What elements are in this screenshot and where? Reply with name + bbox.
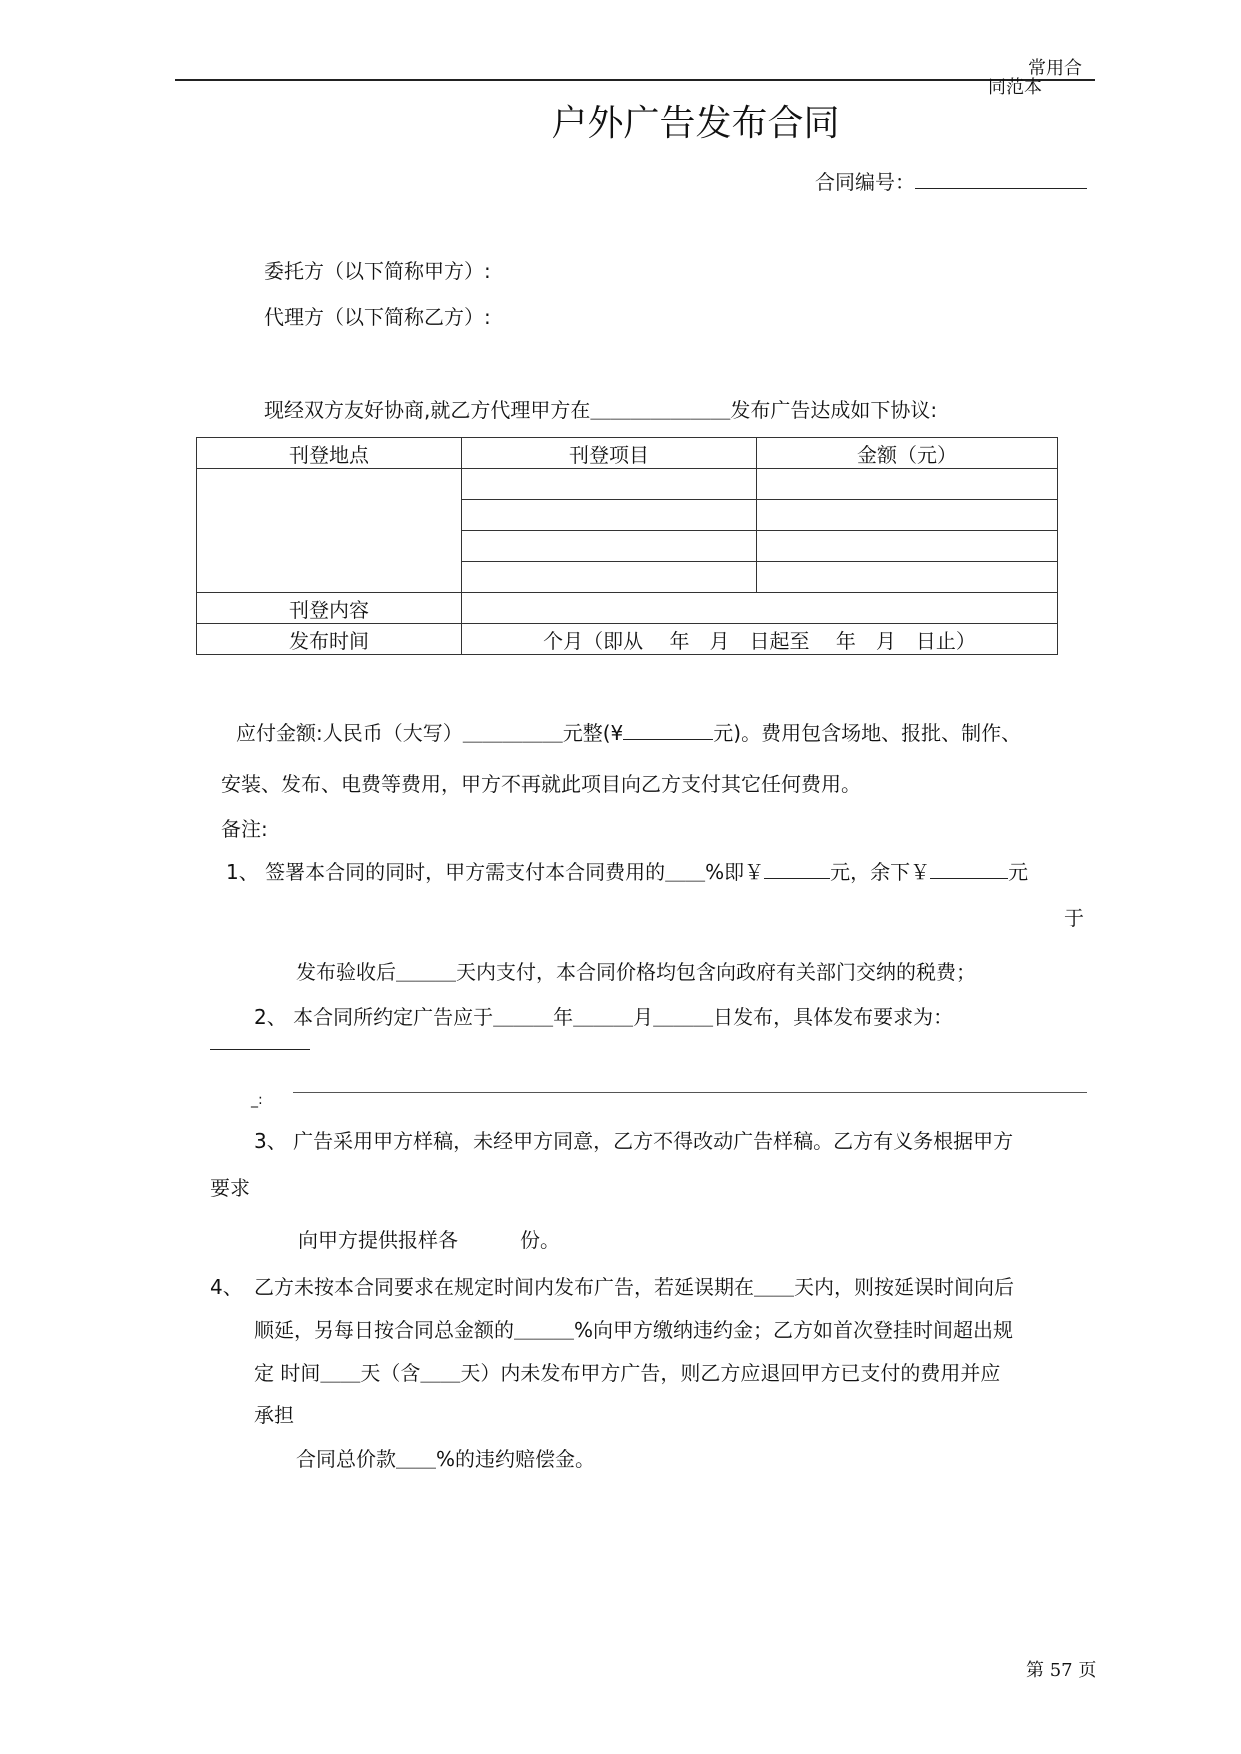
amount-cell bbox=[757, 531, 1058, 562]
content-label: 刊登内容 bbox=[197, 593, 462, 624]
clause-2-blank bbox=[210, 1049, 310, 1050]
col-header-item: 刊登项目 bbox=[462, 438, 757, 469]
page-number: 第 57 页 bbox=[1026, 1660, 1097, 1681]
clause-3-line2: 要求 bbox=[210, 1176, 250, 1200]
clause-3-text-c2: 份。 bbox=[520, 1228, 560, 1252]
clause-1-text-a: 1、 签署本合同的同时，甲方需支付本合同费用的＿＿%即￥ bbox=[226, 860, 765, 884]
clause-1-text-b: 元，余下￥ bbox=[830, 860, 931, 884]
party-agent: 代理方（以下简称乙方）: bbox=[264, 305, 491, 329]
col-header-location: 刊登地点 bbox=[197, 438, 462, 469]
item-cell bbox=[462, 562, 757, 593]
item-cell bbox=[462, 469, 757, 500]
clause-1 bbox=[226, 860, 1028, 884]
document-title: 户外广告发布合同 bbox=[551, 103, 840, 144]
clause-1-text-c: 元 bbox=[1008, 860, 1029, 884]
time-value: 个月（即从 年 月 日起至 年 月 日止） bbox=[462, 624, 1058, 655]
clause-4-line2: 顺延，另每日按合同总金额的＿＿＿%向甲方缴纳违约金；乙方如首次登挂时间超出规 bbox=[254, 1318, 1014, 1342]
party-client: 委托方（以下简称甲方）: bbox=[264, 259, 491, 283]
clause-4-number: 4、 bbox=[210, 1275, 243, 1299]
header-tag-line2: 同范本 bbox=[988, 77, 1042, 98]
header-rule bbox=[175, 79, 1095, 81]
clause-2-mark: _: bbox=[251, 1092, 263, 1108]
content-cell bbox=[462, 593, 1058, 624]
contract-number-label: 合同编号： bbox=[815, 170, 915, 194]
clause-1-blank-1 bbox=[764, 860, 830, 879]
clause-2: 2、 本合同所约定广告应于＿＿＿年＿＿＿月＿＿＿日发布，具体发布要求为： bbox=[254, 1005, 954, 1029]
clause-1-text-e: 发布验收后＿＿＿天内支付，本合同价格均包含向政府有关部门交纳的税费； bbox=[296, 960, 976, 984]
clause-3-text-c1: 向甲方提供报样各 bbox=[298, 1228, 458, 1252]
clause-4-line3: 定 时间＿＿天（含＿＿天）内未发布甲方广告，则乙方应退回甲方已支付的费用并应 bbox=[254, 1361, 1001, 1385]
col-header-amount: 金额（元） bbox=[757, 438, 1058, 469]
clause-2-requirement-line bbox=[293, 1092, 1087, 1093]
clause-4-line5: 合同总价款＿＿%的违约赔偿金。 bbox=[296, 1447, 596, 1471]
clause-4-line1: 乙方未按本合同要求在规定时间内发布广告，若延误期在＿＿天内，则按延误时间向后 bbox=[254, 1275, 1014, 1299]
amount-cell bbox=[757, 562, 1058, 593]
contract-number-blank bbox=[915, 170, 1087, 189]
clause-3-line3 bbox=[298, 1228, 560, 1252]
clause-1-blank-2 bbox=[930, 860, 1008, 879]
contract-number bbox=[815, 166, 1087, 195]
payment-amount-blank bbox=[623, 721, 713, 740]
intro-text: 现经双方友好协商,就乙方代理甲方在＿＿＿＿＿＿＿发布广告达成如下协议: bbox=[264, 398, 938, 422]
amount-cell bbox=[757, 469, 1058, 500]
clause-4-line4: 承担 bbox=[254, 1403, 294, 1427]
item-cell bbox=[462, 500, 757, 531]
publication-table bbox=[196, 437, 1058, 655]
notes-label: 备注: bbox=[221, 817, 268, 841]
item-cell bbox=[462, 531, 757, 562]
location-cell bbox=[197, 469, 462, 593]
time-label: 发布时间 bbox=[197, 624, 462, 655]
payment-text-a: 应付金额:人民币（大写）＿＿＿＿＿元整(¥ bbox=[236, 721, 624, 745]
header-tag-line1: 常用合 bbox=[1028, 58, 1082, 79]
amount-cell bbox=[757, 500, 1058, 531]
clause-3: 3、 广告采用甲方样稿，未经甲方同意，乙方不得改动广告样稿。乙方有义务根据甲方 bbox=[254, 1129, 1014, 1153]
payment-line2: 安装、发布、电费等费用，甲方不再就此项目向乙方支付其它任何费用。 bbox=[221, 772, 861, 796]
payment-text-b: 元)。费用包含场地、报批、制作、 bbox=[713, 721, 1022, 745]
payment-line1 bbox=[236, 721, 1021, 745]
clause-1-text-d: 于 bbox=[1064, 906, 1084, 930]
